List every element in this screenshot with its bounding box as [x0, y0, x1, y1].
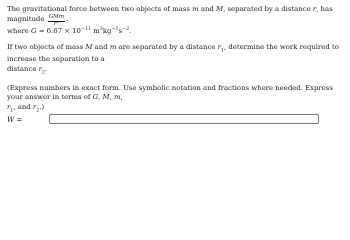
fraction-numerator: GMm: [48, 14, 65, 20]
text: and: [92, 42, 110, 51]
text: ,: [109, 93, 114, 102]
var-G: G: [30, 27, 37, 35]
exponent: −2: [122, 27, 130, 32]
text: , determine the work required to increase the separation to a: [7, 42, 339, 64]
text: If two objects of mass: [7, 42, 86, 51]
text: , and: [13, 102, 33, 111]
force-fraction: [48, 14, 69, 27]
text: The gravitational force between two objects of mass: [7, 5, 193, 13]
var-m: m: [114, 93, 121, 102]
text: .: [129, 27, 132, 35]
text: (Express numbers in exact form. Use symbolic notation and fractions where needed. Express your answer in terms of: [7, 83, 333, 102]
var-r1: r: [217, 42, 221, 51]
text: ,: [120, 93, 123, 102]
var-m: m: [109, 42, 117, 51]
var-M: M: [85, 42, 93, 51]
text: .: [44, 64, 48, 73]
var-M: M: [102, 93, 110, 102]
problem-text: [7, 5, 345, 122]
problem-paragraph-2: [7, 43, 345, 78]
subscript: 2: [41, 70, 45, 76]
var-m: m: [192, 5, 199, 13]
text: where: [7, 27, 31, 35]
var-r2: r: [38, 64, 42, 73]
answer-row: [7, 114, 345, 126]
problem-paragraph-1: [7, 5, 345, 37]
answer-input[interactable]: [49, 114, 319, 124]
text: are separated by a distance: [116, 42, 218, 51]
var-r: r: [312, 5, 317, 13]
problem-instructions: [7, 84, 345, 116]
var-M: M: [216, 5, 224, 13]
unit: m: [91, 27, 100, 35]
var-r1: r: [7, 102, 11, 111]
text: = 6.67 × 10: [36, 27, 81, 35]
text: distance: [7, 64, 39, 73]
fraction-denominator: r²: [53, 20, 59, 27]
text: and: [198, 5, 217, 13]
var-r2: r: [32, 102, 37, 111]
exponent: 3: [99, 27, 103, 32]
subscript: 1: [220, 47, 224, 53]
unit: s: [118, 27, 123, 35]
text: .: [66, 14, 69, 23]
subscript: 2: [36, 108, 40, 114]
answer-label: W =: [7, 116, 23, 124]
text: ,: [98, 93, 103, 102]
var-G: G: [92, 93, 99, 102]
text: , has magnitude: [7, 5, 333, 23]
text: .): [39, 102, 45, 111]
exponent: −11: [80, 27, 92, 32]
text: , separated by a distance: [223, 5, 313, 13]
exponent: −1: [111, 27, 119, 32]
subscript: 1: [10, 108, 14, 114]
unit: kg: [102, 27, 112, 35]
